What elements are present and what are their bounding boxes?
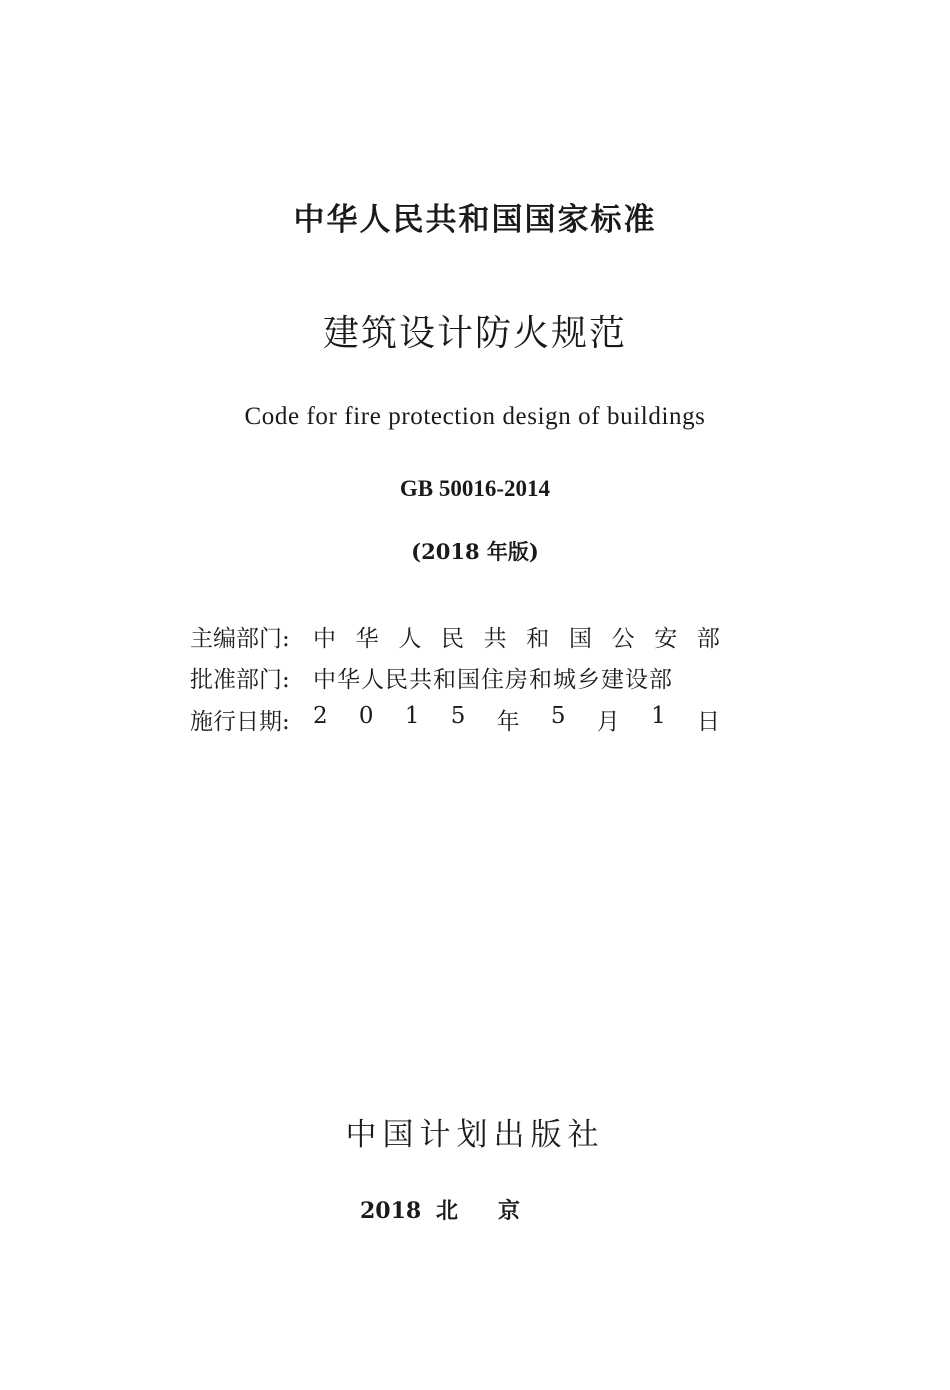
effective-date-row [190,699,720,739]
effective-date-label: 施行日期: [190,708,290,735]
editor-char: 华 [355,625,379,652]
date-char: 2 [313,702,328,729]
date-char: 5 [450,702,466,729]
date-char: 年 [496,708,520,735]
editor-char: 部 [696,625,720,652]
chinese-title: 建筑设计防火规范 [322,313,627,354]
editor-row [190,616,720,656]
editor-label: 主编部门: [190,625,290,652]
approver-row [190,657,720,697]
publisher-name: 中国计划出版社 [345,1117,605,1153]
editor-char: 国 [568,625,592,652]
date-char: 1 [651,702,666,729]
date-char: 5 [550,702,566,729]
imprint-line [360,1195,560,1227]
standard-code-number: GB 50016-2014 [399,476,551,501]
date-char: 月 [596,708,620,735]
editor-char: 中 [313,625,336,652]
edition-note: (2018 年版) [411,539,539,564]
effective-date-value [313,703,720,736]
editor-char: 和 [526,625,550,652]
date-char: 1 [404,702,420,729]
english-title: Code for fire protection design of buildings [244,403,706,430]
approver-value: 中华人民共和国住房和城乡建设部 [313,666,673,693]
approver-label: 批准部门: [190,666,290,693]
editor-char: 安 [654,625,678,652]
editor-char: 民 [440,625,464,652]
date-char: 日 [696,708,720,735]
imprint-city: 北京 [435,1198,560,1224]
standard-level-heading: 中华人民共和国国家标准 [293,202,657,238]
editor-char: 共 [483,625,507,652]
editor-value [313,620,720,653]
editor-char: 人 [398,625,422,652]
editor-char: 公 [611,625,635,652]
imprint-year: 2018 [360,1198,422,1224]
date-char: 0 [358,702,374,729]
